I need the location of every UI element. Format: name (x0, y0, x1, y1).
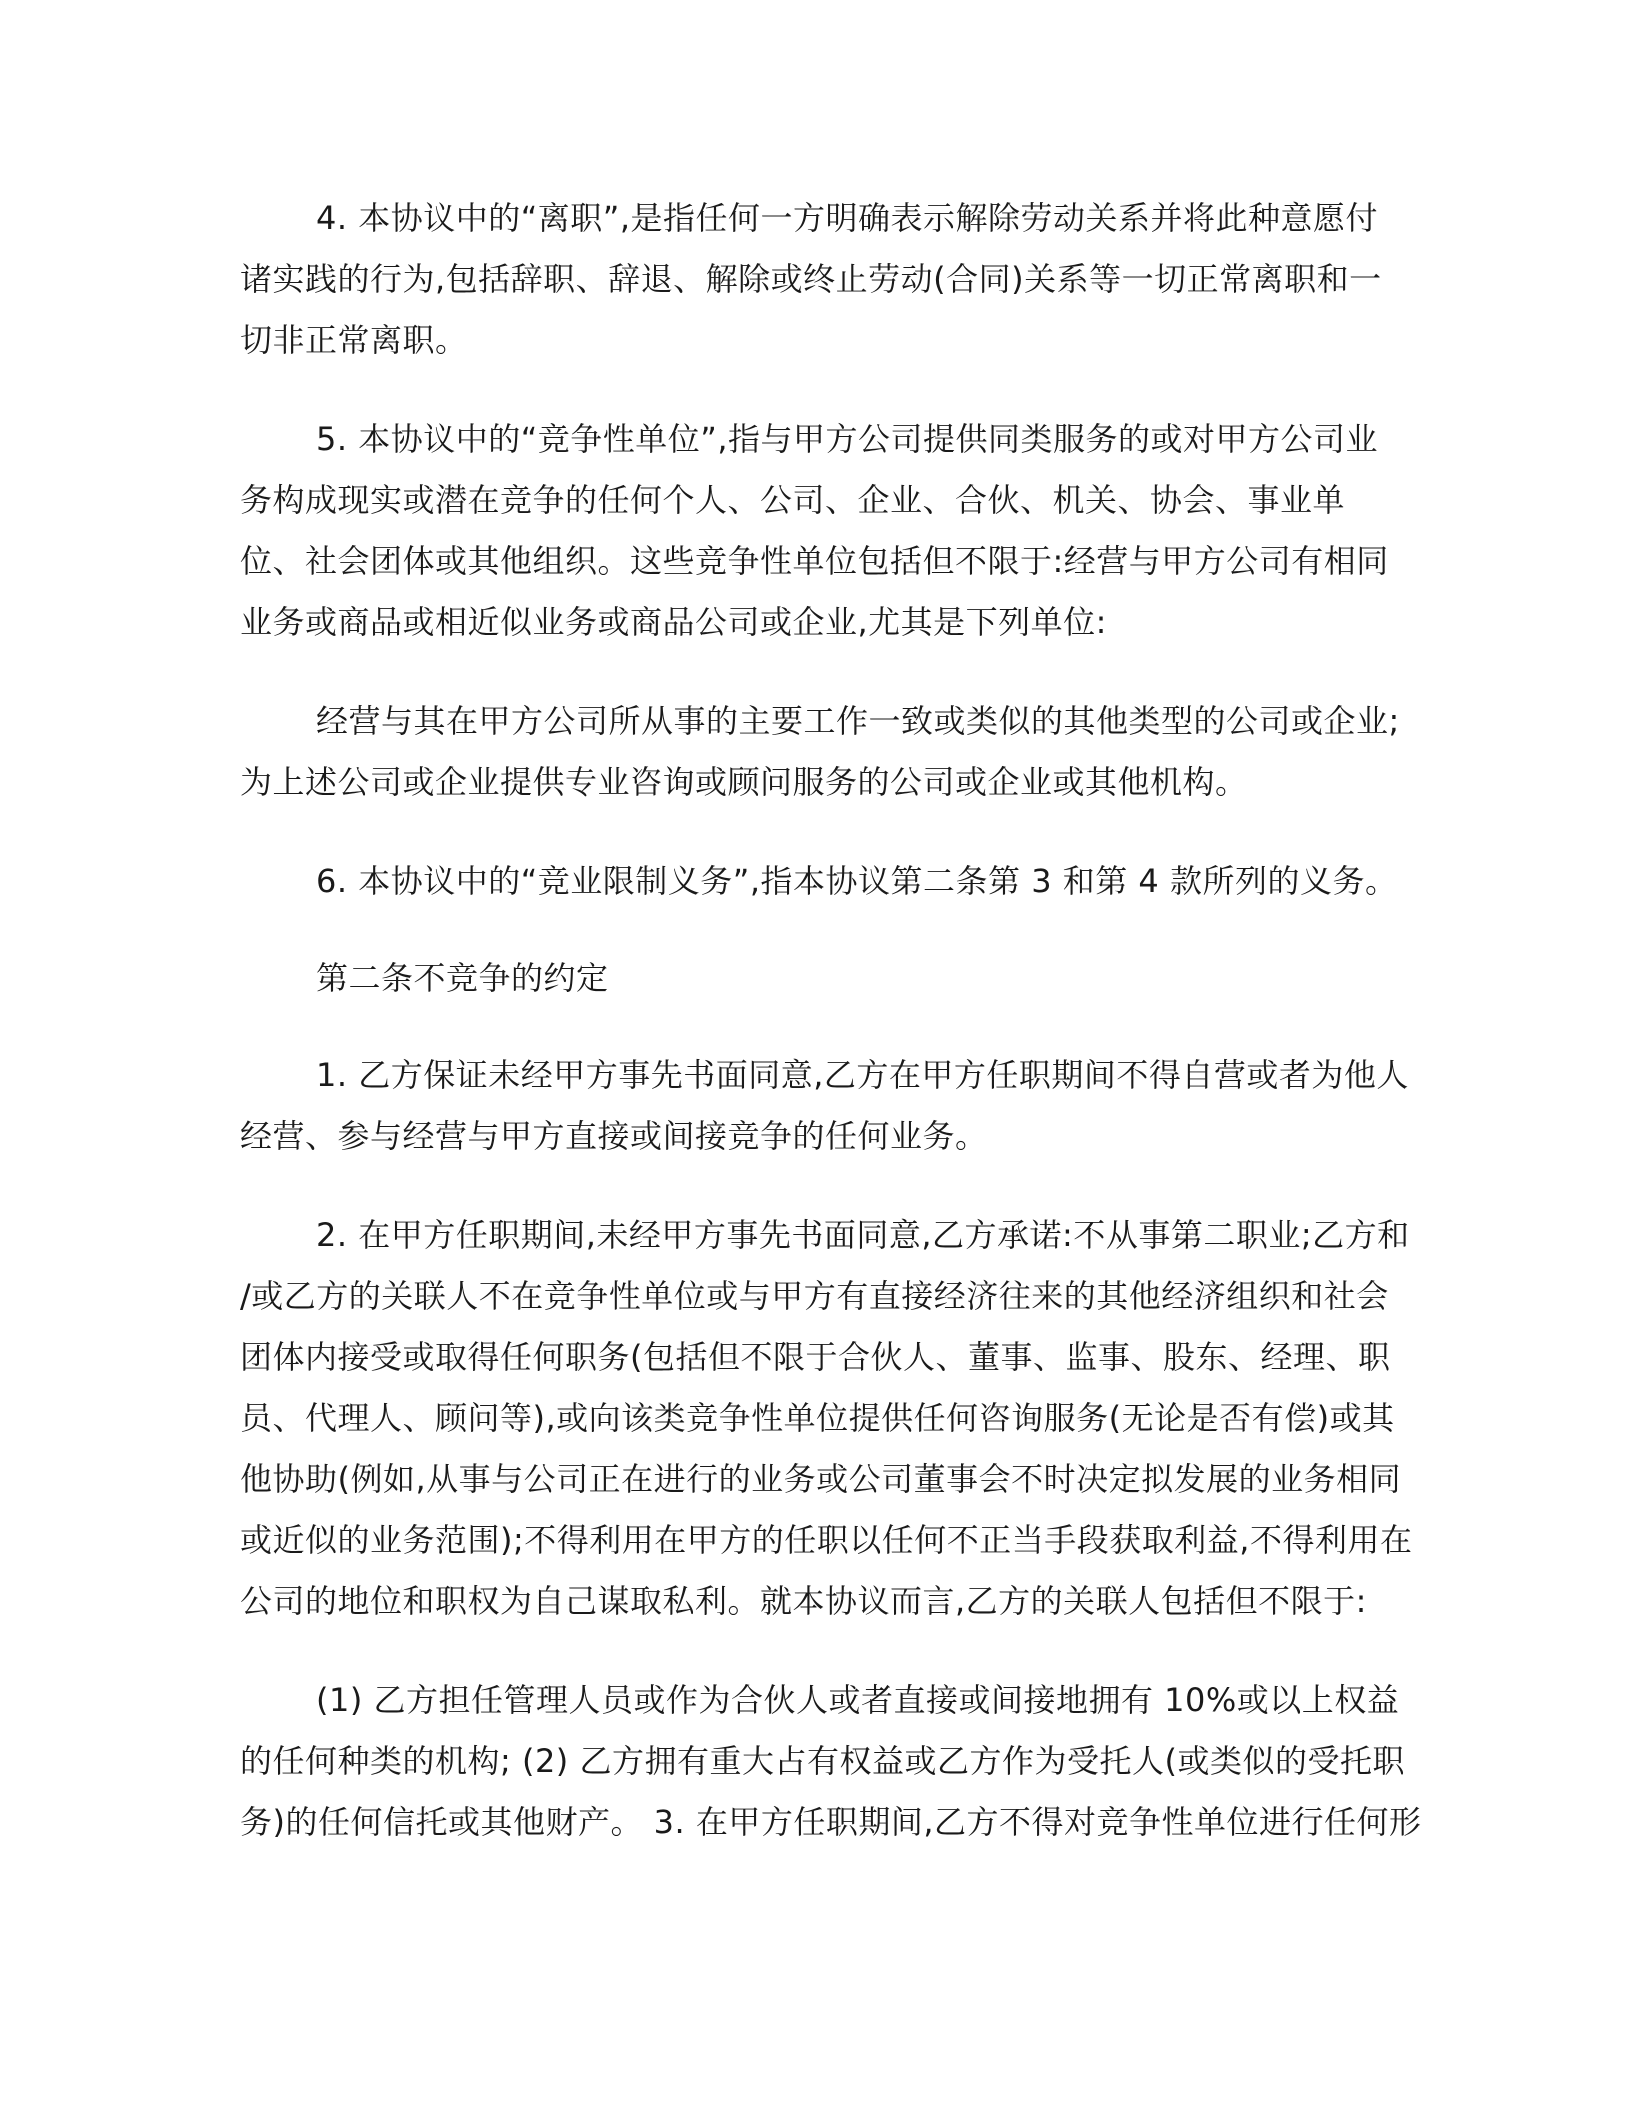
article-2-heading (240, 948, 1390, 1009)
paragraph-spacer (240, 1632, 1390, 1670)
text-line: 务)的任何信托或其他财产。 3. 在甲方任职期间,乙方不得对竞争性单位进行任何形 (240, 1803, 1422, 1841)
paragraph-spacer (240, 1009, 1390, 1045)
clause-5-paragraph (240, 409, 1390, 653)
text-line: 经营、参与经营与甲方直接或间接竞争的任何业务。 (240, 1117, 988, 1155)
text-line: 他协助(例如,从事与公司正在进行的业务或公司董事会不时决定拟发展的业务相同 (240, 1460, 1402, 1498)
text-line: 切非正常离职。 (240, 321, 468, 359)
text-line: 位、社会团体或其他组织。这些竞争性单位包括但不限于:经营与甲方公司有相同 (240, 542, 1389, 580)
text-line: 1. 乙方保证未经甲方事先书面同意,乙方在甲方任职期间不得自营或者为他人 (316, 1056, 1409, 1094)
paragraph-spacer (240, 813, 1390, 851)
section-heading: 第二条不竞争的约定 (316, 959, 609, 997)
text-line: (1) 乙方担任管理人员或作为合伙人或者直接或间接地拥有 10%或以上权益 (316, 1681, 1400, 1719)
text-line: 团体内接受或取得任何职务(包括但不限于合伙人、董事、监事、股东、经理、职 (240, 1338, 1391, 1376)
paragraph-spacer (240, 371, 1390, 409)
paragraph-spacer (240, 912, 1390, 948)
clause-6-paragraph (240, 851, 1398, 912)
text-line: 5. 本协议中的“竞争性单位”,指与甲方公司提供同类服务的或对甲方公司业 (316, 420, 1379, 458)
text-line: 4. 本协议中的“离职”,是指任何一方明确表示解除劳动关系并将此种意愿付 (316, 199, 1379, 237)
text-line: 业务或商品或相近似业务或商品公司或企业,尤其是下列单位: (240, 603, 1107, 641)
paragraph-spacer (240, 653, 1390, 691)
text-line: 的任何种类的机构; (2) 乙方拥有重大占有权益或乙方作为受托人(或类似的受托职 (240, 1742, 1405, 1780)
text-line: 经营与其在甲方公司所从事的主要工作一致或类似的其他类型的公司或企业; (316, 702, 1400, 740)
paragraph-spacer (240, 1167, 1390, 1205)
clause-5-list-paragraph (240, 691, 1400, 813)
article-2-related-parties-paragraph (240, 1670, 1422, 1853)
clause-4-paragraph (240, 188, 1390, 371)
text-line: /或乙方的关联人不在竞争性单位或与甲方有直接经济往来的其他经济组织和社会 (240, 1277, 1389, 1315)
text-line: 2. 在甲方任职期间,未经甲方事先书面同意,乙方承诺:不从事第二职业;乙方和 (316, 1216, 1410, 1254)
text-line: 公司的地位和职权为自己谋取私利。就本协议而言,乙方的关联人包括但不限于: (240, 1582, 1367, 1620)
text-line: 或近似的业务范围);不得利用在甲方的任职以任何不正当手段获取利益,不得利用在 (240, 1521, 1413, 1559)
article-2-clause-1-paragraph (240, 1045, 1409, 1167)
text-line: 诸实践的行为,包括辞职、辞退、解除或终止劳动(合同)关系等一切正常离职和一 (240, 260, 1382, 298)
text-line: 6. 本协议中的“竞业限制义务”,指本协议第二条第 3 和第 4 款所列的义务。 (316, 862, 1398, 900)
text-line: 员、代理人、顾问等),或向该类竞争性单位提供任何咨询服务(无论是否有偿)或其 (240, 1399, 1395, 1437)
document-body (240, 188, 1422, 1853)
text-line: 为上述公司或企业提供专业咨询或顾问服务的公司或企业或其他机构。 (240, 763, 1248, 801)
text-line: 务构成现实或潜在竞争的任何个人、公司、企业、合伙、机关、协会、事业单 (240, 481, 1346, 519)
article-2-clause-2-paragraph (240, 1205, 1413, 1632)
